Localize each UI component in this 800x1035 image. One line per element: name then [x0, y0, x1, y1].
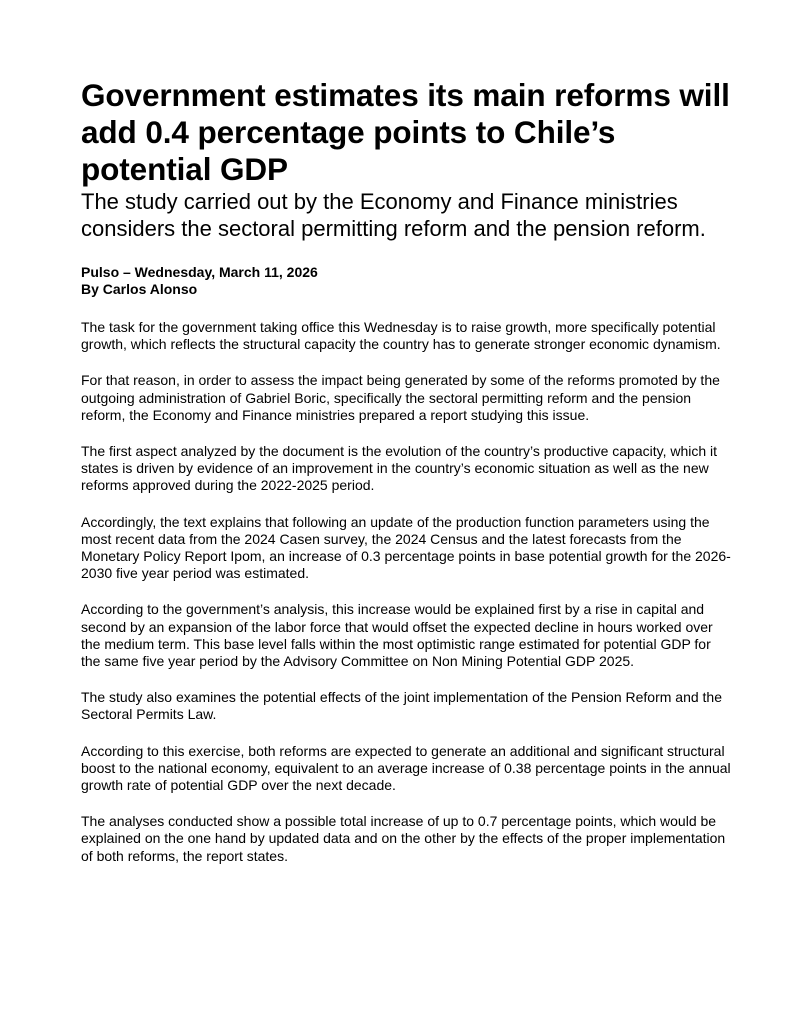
article-paragraph: The first aspect analyzed by the document is the evolution of the country’s productive capacity, which it states is driven by evidence of an improvement in the country’s economic situation as well as the new reforms approved during the 2022-2025 period.	[81, 443, 718, 494]
article-paragraph: According to this exercise, both reforms are expected to generate an additional and significant structural boost to the national economy, equivalent to an average increase of 0.38 percentage points in the annual growth rate of potential GDP over the next decade.	[81, 742, 731, 794]
article-meta	[81, 264, 741, 298]
article-paragraph: For that reason, in order to assess the impact being generated by some of the reforms promoted by the outgoing administration of Gabriel Boric, specifically the sectoral permitting reform and the pension reform, the Economy and Finance ministries prepared a report studying this issue.	[81, 372, 720, 423]
article-paragraph: The study also examines the potential effects of the joint implementation of the Pension Reform and the Sectoral Permits Law.	[81, 689, 723, 723]
article-paragraph: According to the government’s analysis, this increase would be explained first by a rise in capital and second by an expansion of the labor force that would offset the expected decline in hours worked over the medium term. This base level falls within the most optimistic range estimated for potential GDP for the same five year period by the Advisory Committee on Non Mining Potential GDP 2025.	[81, 601, 713, 670]
article-subheadline: The study carried out by the Economy and Finance ministries considers the sectoral permitting reform and the pension reform.	[81, 189, 706, 241]
article-byline: By Carlos Alonso	[81, 281, 198, 297]
article-dateline: Pulso – Wednesday, March 11, 2026	[81, 264, 318, 280]
article-headline: Government estimates its main reforms will add 0.4 percentage points to Chile’s potential GDP	[81, 77, 730, 187]
article	[81, 77, 741, 884]
article-paragraph: The task for the government taking office this Wednesday is to raise growth, more specifically potential growth, which reflects the structural capacity the country has to generate stronger economic dynamism.	[81, 319, 721, 353]
article-paragraph: The analyses conducted show a possible total increase of up to 0.7 percentage points, which would be explained on the one hand by updated data and on the other by the effects of the proper implementation of both reforms, the report states.	[81, 813, 726, 864]
article-paragraph: Accordingly, the text explains that following an update of the production function parameters using the most recent data from the 2024 Casen survey, the 2024 Census and the latest forecasts from the Monetary Policy Report Ipom, an increase of 0.3 percentage points in base potential growth for the 2026-2030 five year period was estimated.	[81, 513, 731, 582]
article-body	[81, 319, 741, 865]
